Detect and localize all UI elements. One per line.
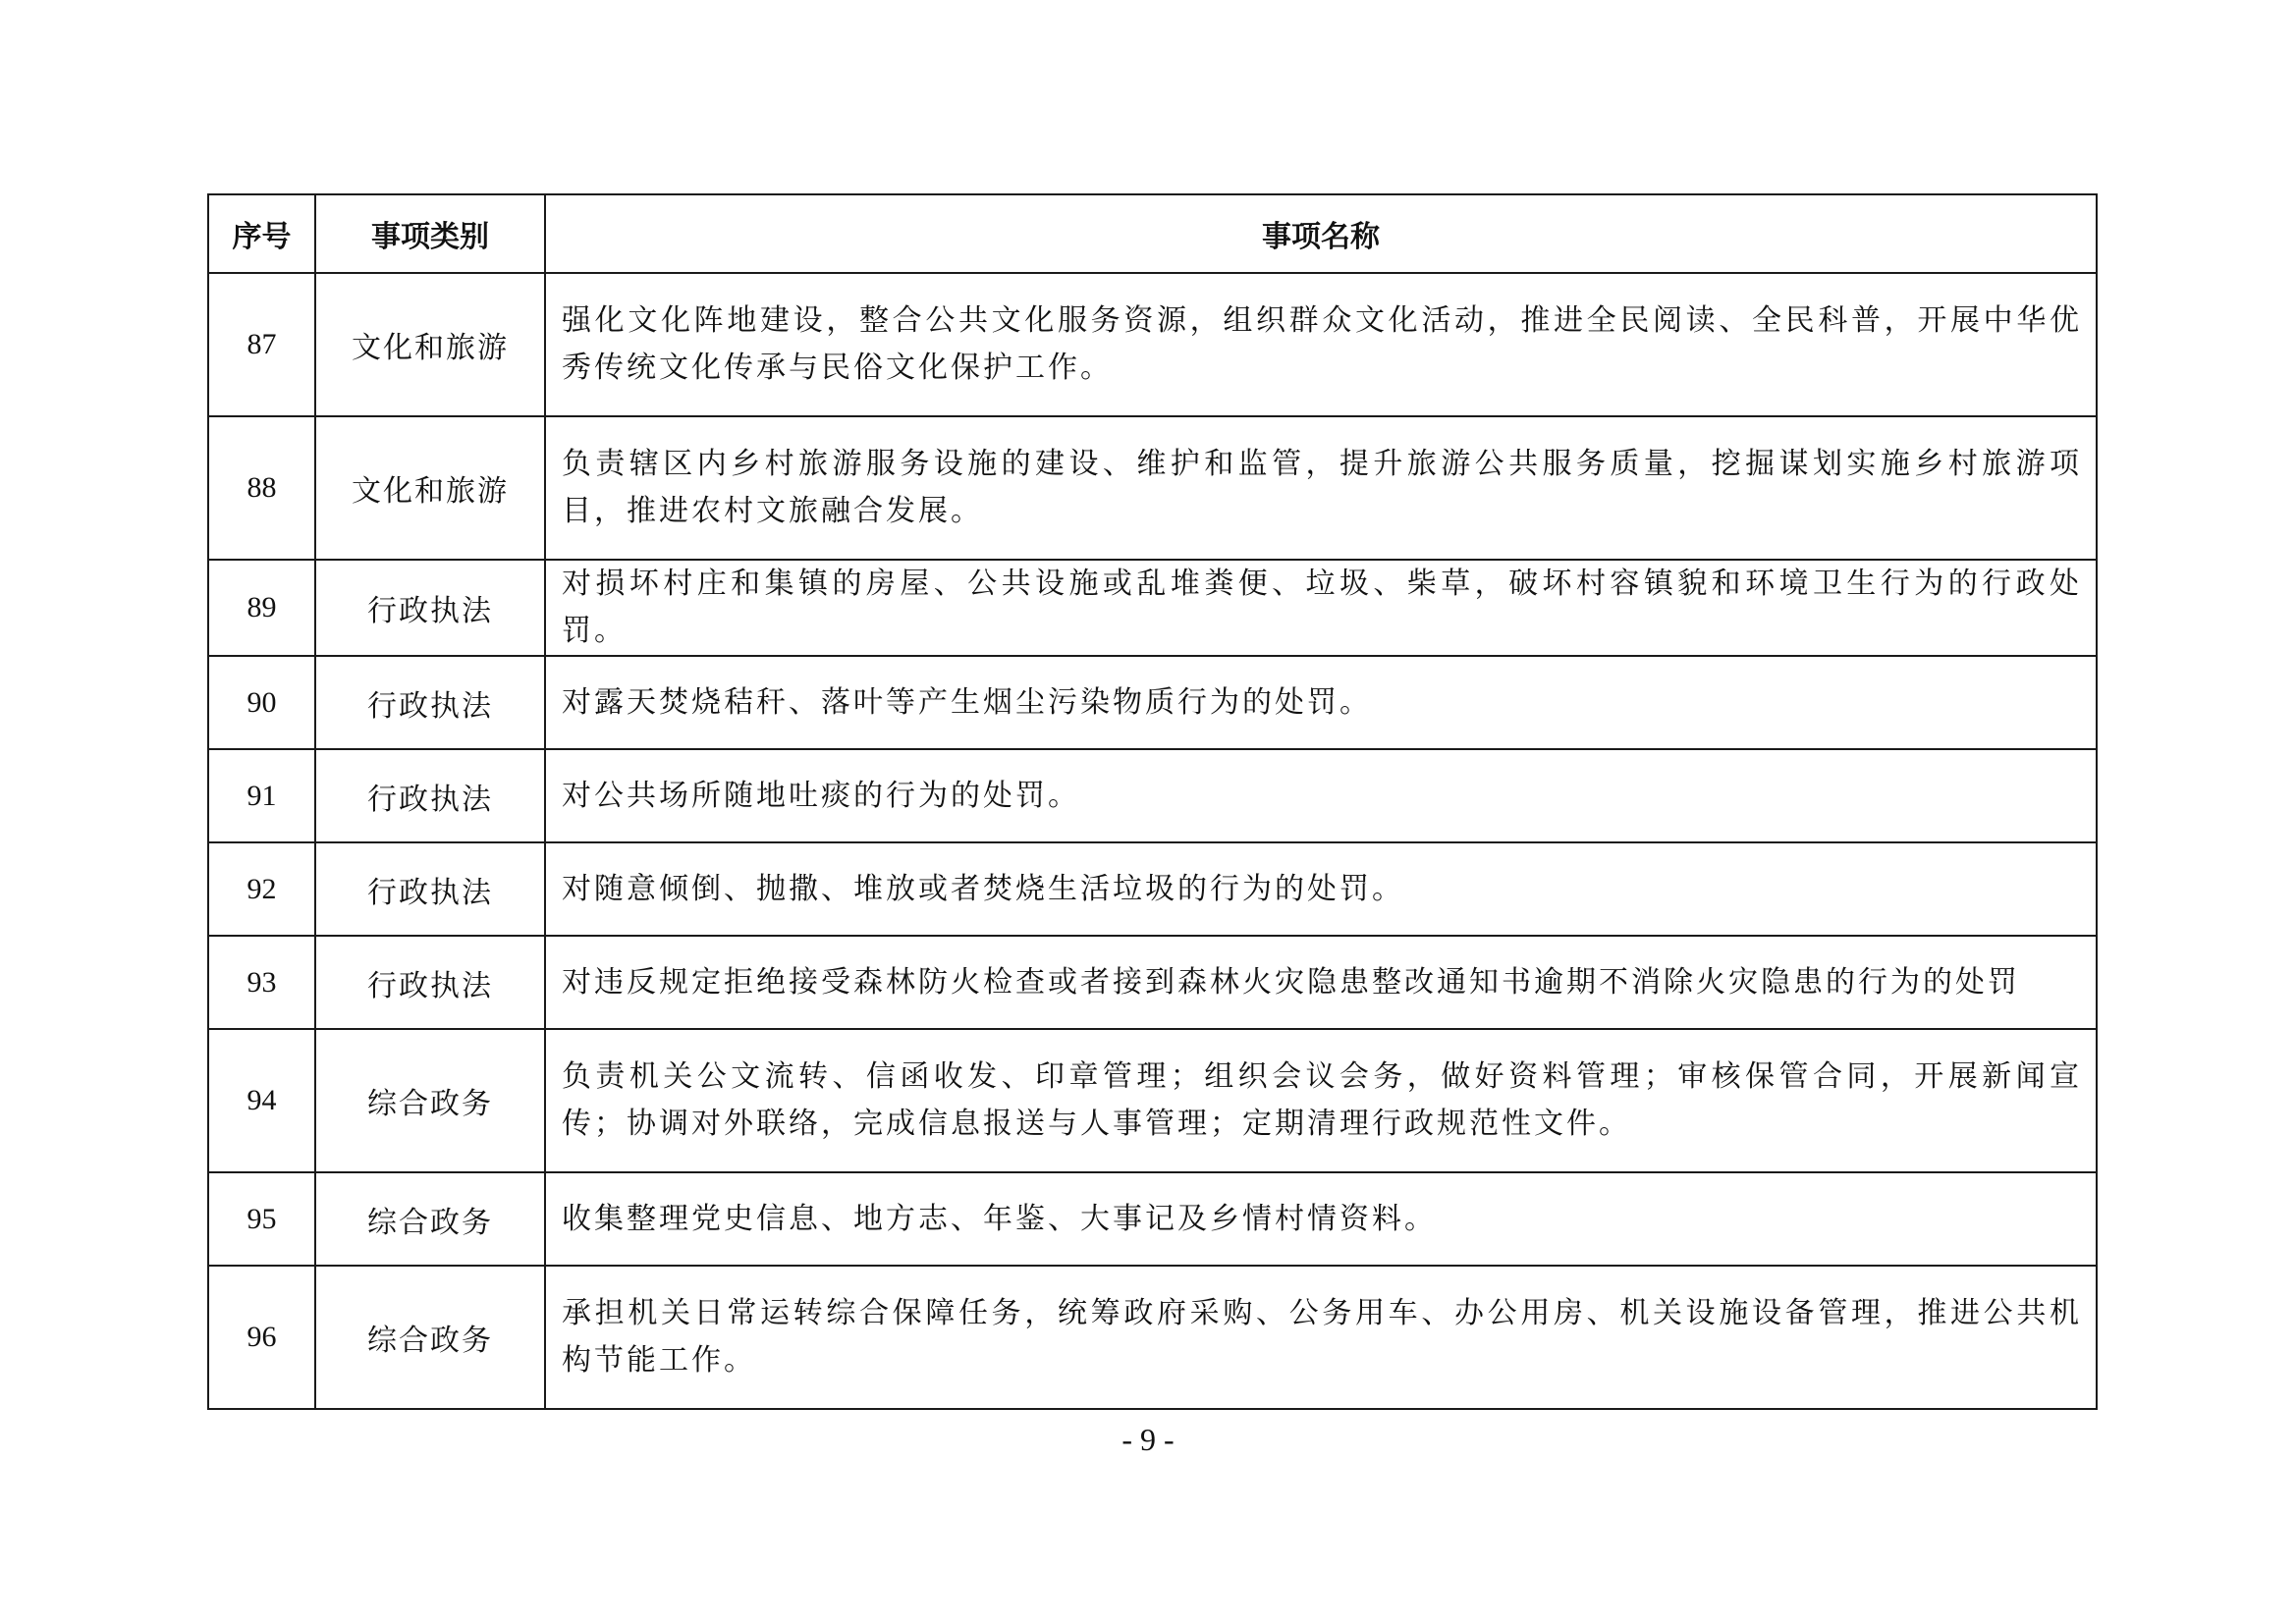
row-category: 综合政务: [315, 1266, 545, 1409]
row-serial-number: 89: [208, 560, 315, 656]
table-row: [208, 416, 2097, 560]
row-serial-number: 88: [208, 416, 315, 560]
row-category: 行政执法: [315, 842, 545, 936]
row-item-name: 对损坏村庄和集镇的房屋、公共设施或乱堆粪便、垃圾、柴草，破坏村容镇貌和环境卫生行为的行政处罚。: [545, 560, 2097, 656]
row-item-name: 对露天焚烧秸秆、落叶等产生烟尘污染物质行为的处罚。: [545, 656, 2097, 749]
row-serial-number: 91: [208, 749, 315, 842]
row-serial-number: 90: [208, 656, 315, 749]
table-header-row: [208, 194, 2097, 273]
table-row: [208, 1172, 2097, 1266]
table-row: [208, 656, 2097, 749]
table-row: [208, 1266, 2097, 1409]
row-item-name: 负责机关公文流转、信函收发、印章管理；组织会议会务，做好资料管理；审核保管合同，开展新闻宣传；协调对外联络，完成信息报送与人事管理；定期清理行政规范性文件。: [545, 1029, 2097, 1172]
row-item-name: 强化文化阵地建设，整合公共文化服务资源，组织群众文化活动，推进全民阅读、全民科普，开展中华优秀传统文化传承与民俗文化保护工作。: [545, 273, 2097, 416]
row-item-name: 承担机关日常运转综合保障任务，统筹政府采购、公务用车、办公用房、机关设施设备管理，推进公共机构节能工作。: [545, 1266, 2097, 1409]
table-row: [208, 1029, 2097, 1172]
row-serial-number: 93: [208, 936, 315, 1029]
table-row: [208, 842, 2097, 936]
row-item-name: 对违反规定拒绝接受森林防火检查或者接到森林火灾隐患整改通知书逾期不消除火灾隐患的行为的处罚: [545, 936, 2097, 1029]
row-serial-number: 95: [208, 1172, 315, 1266]
row-item-name: 收集整理党史信息、地方志、年鉴、大事记及乡情村情资料。: [545, 1172, 2097, 1266]
table-row: [208, 936, 2097, 1029]
row-item-name: 负责辖区内乡村旅游服务设施的建设、维护和监管，提升旅游公共服务质量，挖掘谋划实施乡村旅游项目，推进农村文旅融合发展。: [545, 416, 2097, 560]
row-serial-number: 92: [208, 842, 315, 936]
items-table: [207, 193, 2098, 1410]
header-item-name: 事项名称: [545, 194, 2097, 273]
row-category: 文化和旅游: [315, 273, 545, 416]
row-category: 综合政务: [315, 1172, 545, 1266]
table-row: [208, 560, 2097, 656]
header-serial-number: 序号: [208, 194, 315, 273]
row-serial-number: 96: [208, 1266, 315, 1409]
row-category: 行政执法: [315, 749, 545, 842]
page-number: - 9 -: [1121, 1422, 1175, 1457]
row-category: 行政执法: [315, 656, 545, 749]
table-row: [208, 273, 2097, 416]
row-category: 行政执法: [315, 560, 545, 656]
row-category: 行政执法: [315, 936, 545, 1029]
header-item-category: 事项类别: [315, 194, 545, 273]
row-serial-number: 87: [208, 273, 315, 416]
row-category: 文化和旅游: [315, 416, 545, 560]
row-item-name: 对随意倾倒、抛撒、堆放或者焚烧生活垃圾的行为的处罚。: [545, 842, 2097, 936]
row-item-name: 对公共场所随地吐痰的行为的处罚。: [545, 749, 2097, 842]
row-category: 综合政务: [315, 1029, 545, 1172]
table-row: [208, 749, 2097, 842]
row-serial-number: 94: [208, 1029, 315, 1172]
